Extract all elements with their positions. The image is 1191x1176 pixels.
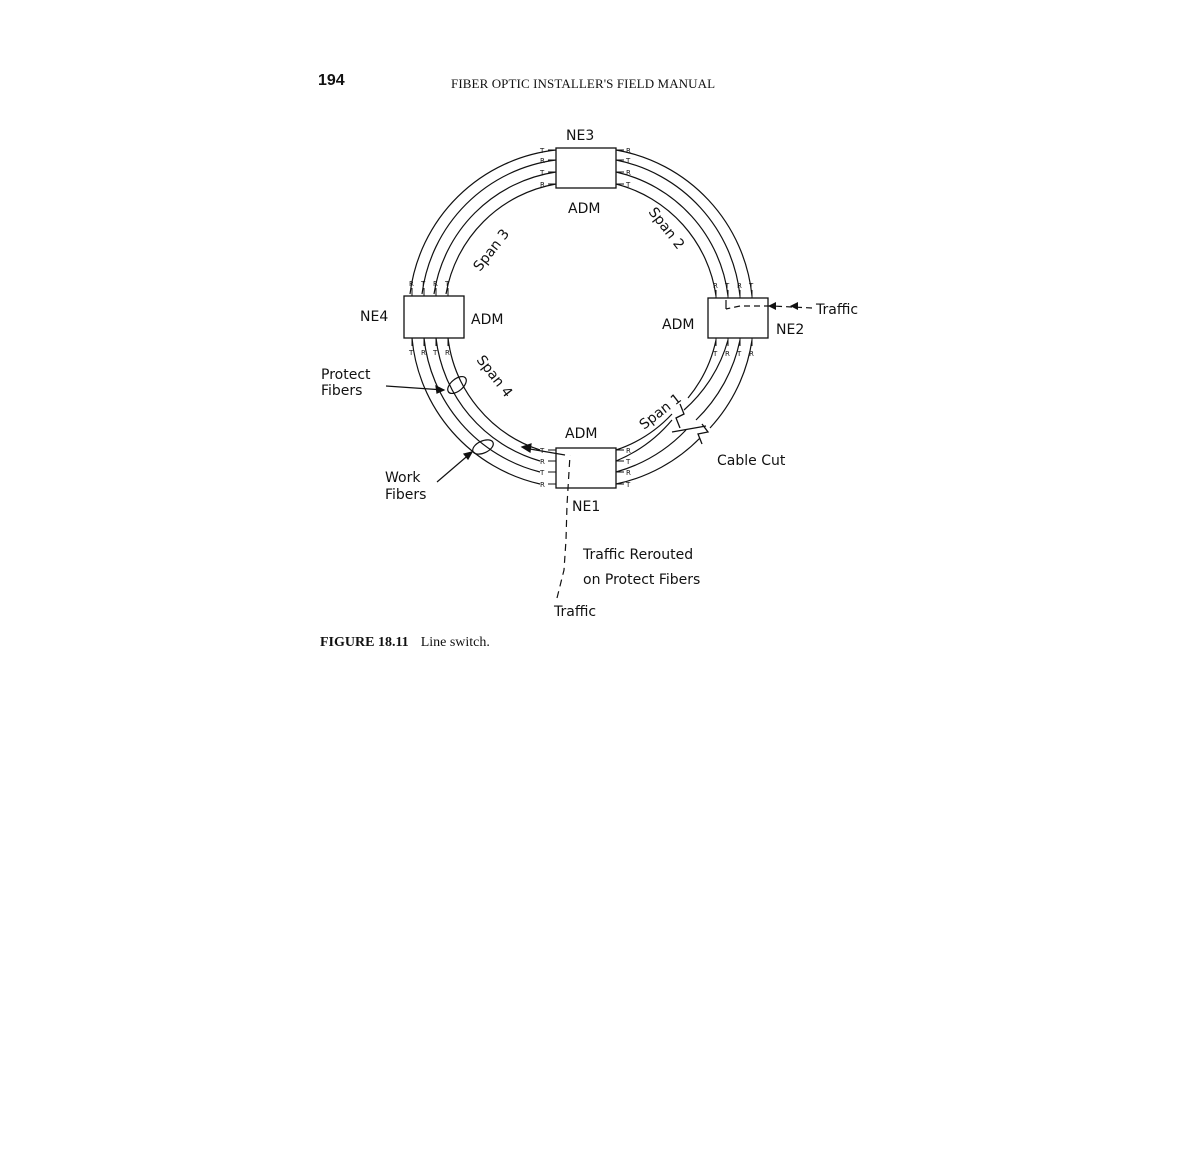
span-3-label: Span 3 xyxy=(470,226,514,275)
ne1-right-pin: T xyxy=(626,458,631,466)
ne4-bottom-pin: T xyxy=(433,349,438,357)
ne2-top-pin: R xyxy=(713,282,718,290)
work-fibers-ellipse xyxy=(470,437,495,457)
protect-fibers-label-2: Fibers xyxy=(321,383,363,399)
ne2-bottom-pin: R xyxy=(749,350,754,358)
ne2-top-pin: T xyxy=(725,282,730,290)
ne3-label: NE3 xyxy=(566,128,595,144)
ne3-right-pin: R xyxy=(626,147,631,155)
ne4-bottom-pin: R xyxy=(421,349,426,357)
ne2-bottom-pin: T xyxy=(737,350,742,358)
cable-cut-label: Cable Cut xyxy=(717,453,786,469)
ne2-label: NE2 xyxy=(776,322,805,338)
page-number: 194 xyxy=(318,72,345,89)
protect-fibers-leader xyxy=(386,386,444,390)
ne3-left-pin: R xyxy=(540,181,545,189)
ne2-top-pin: R xyxy=(737,282,742,290)
ne4-bottom-pin: T xyxy=(409,349,414,357)
protect-fibers-label-1: Protect xyxy=(321,367,371,383)
ne2-bottom-pin: T xyxy=(713,350,718,358)
ne2-adm-label: ADM xyxy=(662,317,695,333)
span-2-label: Span 2 xyxy=(644,204,688,253)
traffic-out-label: Traffic xyxy=(554,604,597,620)
span-4-label: Span 4 xyxy=(472,352,516,401)
ne4-box xyxy=(404,296,464,338)
ne2-box xyxy=(708,298,768,338)
figure-number: FIGURE 18.11 xyxy=(320,635,409,650)
figure-caption xyxy=(320,635,490,651)
ne3-left-pin: R xyxy=(540,157,545,165)
ne4-top-pin: R xyxy=(409,280,414,288)
ne3-right-pin: T xyxy=(626,181,631,189)
ne2-top-pin: T xyxy=(749,282,754,290)
ne1-right-pin: R xyxy=(626,469,631,477)
ne1-left-pin: T xyxy=(540,469,545,477)
ne4-top-pin: T xyxy=(421,280,426,288)
figure-caption-text: Line switch. xyxy=(420,635,490,650)
ne4-top-pin: T xyxy=(445,280,450,288)
ne1-box xyxy=(556,448,616,488)
running-header: FIBER OPTIC INSTALLER'S FIELD MANUAL xyxy=(451,76,716,91)
ne3-left-pin: T xyxy=(540,147,545,155)
ne4-label: NE4 xyxy=(360,309,389,325)
ne1-left-pin: T xyxy=(540,447,545,455)
ne1-left-pin: R xyxy=(540,481,545,489)
ne3-box xyxy=(556,148,616,188)
ne1-left-pin: R xyxy=(540,458,545,466)
span-2-fibers xyxy=(616,150,752,296)
ne4-top-pin: R xyxy=(433,280,438,288)
span-1-label: Span 1 xyxy=(636,390,685,434)
ne1-label: NE1 xyxy=(572,499,601,515)
rerouted-label-1: Traffic Rerouted xyxy=(583,547,694,563)
protect-fibers-ellipse xyxy=(445,373,470,396)
ne3-left-pin: T xyxy=(540,169,545,177)
ne3-right-pin: R xyxy=(626,169,631,177)
ne1-right-pin: T xyxy=(626,481,631,489)
ne1-adm-label: ADM xyxy=(565,426,598,442)
work-fibers-label-2: Fibers xyxy=(385,487,427,503)
ne2-bottom-pin: R xyxy=(725,350,730,358)
ne1-right-pin: R xyxy=(626,447,631,455)
rerouted-label-2: on Protect Fibers xyxy=(583,572,701,588)
ne4-bottom-pin: R xyxy=(445,349,450,357)
ne4-adm-label: ADM xyxy=(471,312,504,328)
ne3-right-pin: T xyxy=(626,157,631,165)
traffic-in-label: Traffic xyxy=(816,302,859,318)
ne3-adm-label: ADM xyxy=(568,201,601,217)
work-fibers-label-1: Work xyxy=(385,470,421,486)
